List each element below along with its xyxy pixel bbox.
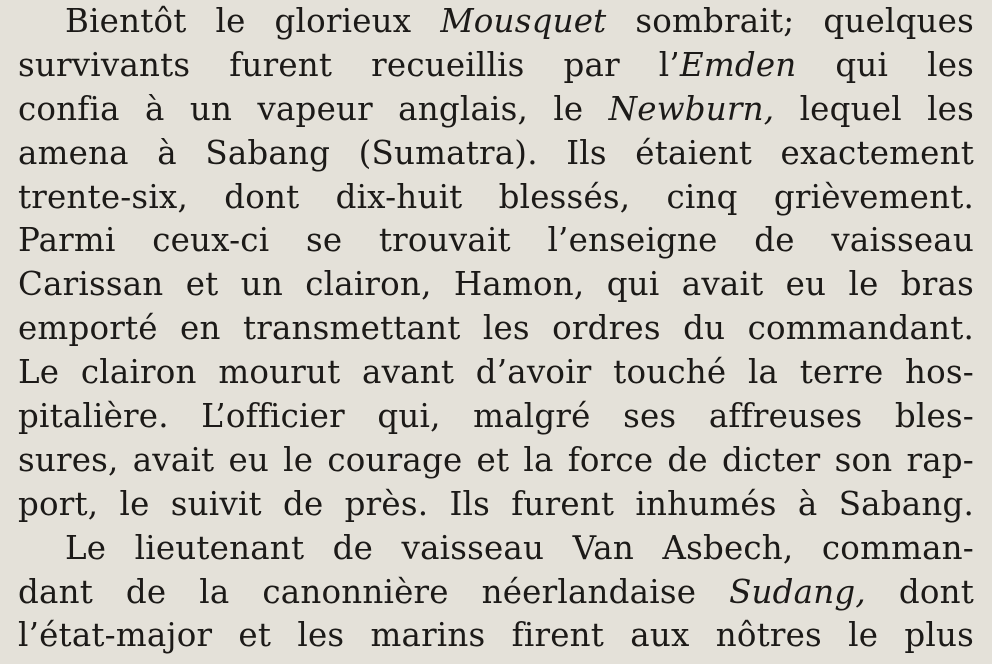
text-line (18, 483, 974, 527)
text-segment: survivants furent recueillis par l’ (18, 45, 680, 84)
italic-text: Emden (679, 45, 797, 84)
text-line (18, 176, 974, 220)
text-segment: trente-six, dont dix-huit blessés, cinq grièvement. (18, 177, 974, 216)
text-line (18, 614, 974, 658)
text-segment: sures, avait eu le courage et la force de dicter son rap- (18, 440, 974, 479)
text-segment: sombrait; quelques (606, 2, 974, 40)
text-line (18, 132, 974, 176)
text-line (18, 439, 974, 483)
text-line (18, 88, 974, 132)
text-line (18, 395, 974, 439)
text-line (18, 219, 974, 263)
text-segment: dant de la canonnière néerlandaise (18, 572, 730, 611)
text-segment: confia à un vapeur anglais, le (18, 89, 609, 128)
italic-text: Sudang, (729, 572, 866, 611)
text-segment: Le clairon mourut avant d’avoir touché la terre hos- (18, 353, 974, 392)
body-text (18, 0, 974, 658)
text-segment: pitalière. L’officier qui, malgré ses affreuses bles- (18, 397, 974, 436)
italic-text: Mousquet (440, 2, 607, 40)
text-segment: port, le suivit de près. Ils furent inhumés à Sabang. (18, 484, 974, 523)
text-segment: qui les (796, 45, 974, 84)
text-segment: Bientôt le glorieux (65, 2, 441, 40)
text-line (18, 351, 974, 395)
text-segment: l’état-major et les marins firent aux nôtres le plus (18, 616, 974, 655)
text-line (18, 0, 974, 44)
text-line (18, 571, 974, 615)
text-segment: Parmi ceux-ci se trouvait l’enseigne de vaisseau (18, 221, 974, 260)
text-segment: Le lieutenant de vaisseau Van Asbech, comman- (65, 528, 974, 567)
text-segment: emporté en transmettant les ordres du commandant. (18, 309, 974, 348)
text-line (18, 263, 974, 307)
text-segment: Carissan et un clairon, Hamon, qui avait eu le bras (18, 265, 974, 304)
text-line (18, 44, 974, 88)
text-segment: lequel les (774, 89, 974, 128)
text-line (18, 307, 974, 351)
italic-text: Newburn, (608, 89, 775, 128)
text-line (18, 527, 974, 571)
text-segment: amena à Sabang (Sumatra). Ils étaient exactement (18, 133, 974, 172)
text-segment: dont (865, 572, 974, 611)
